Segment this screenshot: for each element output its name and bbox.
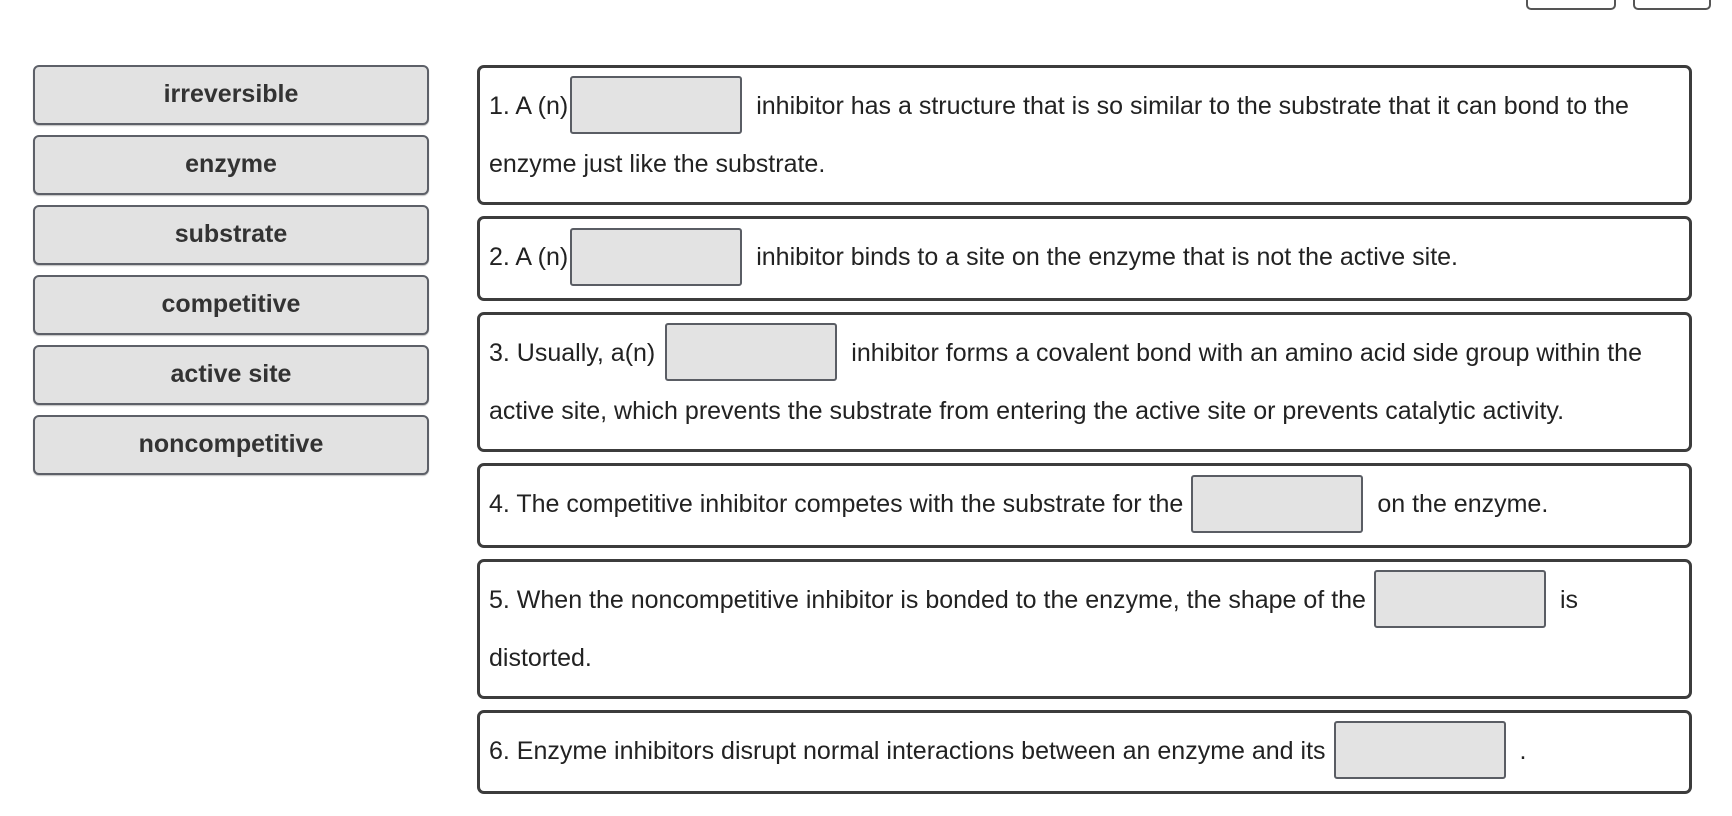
answer-chip-noncompetitive[interactable]: noncompetitive: [33, 415, 429, 475]
sentence-6-end: .: [1519, 736, 1527, 765]
drop-target-4[interactable]: [1191, 475, 1363, 533]
sentence-6-start: 6. Enzyme inhibitors disrupt normal interactions between an enzyme and its: [489, 736, 1326, 765]
drop-target-1[interactable]: [570, 76, 742, 134]
sentence-4-start: 4. The competitive inhibitor competes with the substrate for the: [489, 490, 1184, 519]
answer-chip-irreversible[interactable]: irreversible: [33, 65, 429, 125]
drop-target-6[interactable]: [1334, 721, 1506, 779]
answer-chip-competitive[interactable]: competitive: [33, 275, 429, 335]
drop-target-3[interactable]: [665, 323, 837, 381]
sentence-2: [477, 216, 1692, 300]
sentence-4: [477, 463, 1692, 547]
answer-chip-enzyme[interactable]: enzyme: [33, 135, 429, 195]
sentence-1-end: inhibitor has a structure that is so similar to the substrate that it can bond to the enzyme just like the substrate.: [489, 92, 1629, 179]
drop-target-5[interactable]: [1374, 570, 1546, 628]
sentence-5-end: is distorted.: [489, 585, 1579, 672]
sentence-5: [477, 559, 1692, 699]
help-button[interactable]: [1633, 0, 1711, 10]
reset-button[interactable]: [1526, 0, 1616, 10]
sentence-5-start: 5. When the noncompetitive inhibitor is bonded to the enzyme, the shape of the: [489, 585, 1366, 614]
sentence-list: [477, 65, 1692, 805]
sentence-3-start: 3. Usually, a(n): [489, 338, 656, 367]
answer-chip-substrate[interactable]: substrate: [33, 205, 429, 265]
sentence-3-end: inhibitor forms a covalent bond with an amino acid side group within the active site, which prevents the substrate from entering the active site or prevents catalytic activity.: [489, 338, 1642, 426]
sentence-1: [477, 65, 1692, 205]
sentence-1-start: 1. A (n): [489, 92, 569, 120]
answer-chip-active-site[interactable]: active site: [33, 345, 429, 405]
drop-target-2[interactable]: [570, 228, 742, 286]
word-bank: [33, 65, 429, 485]
sentence-4-end: on the enzyme.: [1377, 490, 1549, 519]
sentence-3: [477, 312, 1692, 452]
sentence-2-end: inhibitor binds to a site on the enzyme that is not the active site.: [756, 243, 1459, 272]
sentence-2-start: 2. A (n): [489, 243, 569, 272]
sentence-6: [477, 710, 1692, 794]
